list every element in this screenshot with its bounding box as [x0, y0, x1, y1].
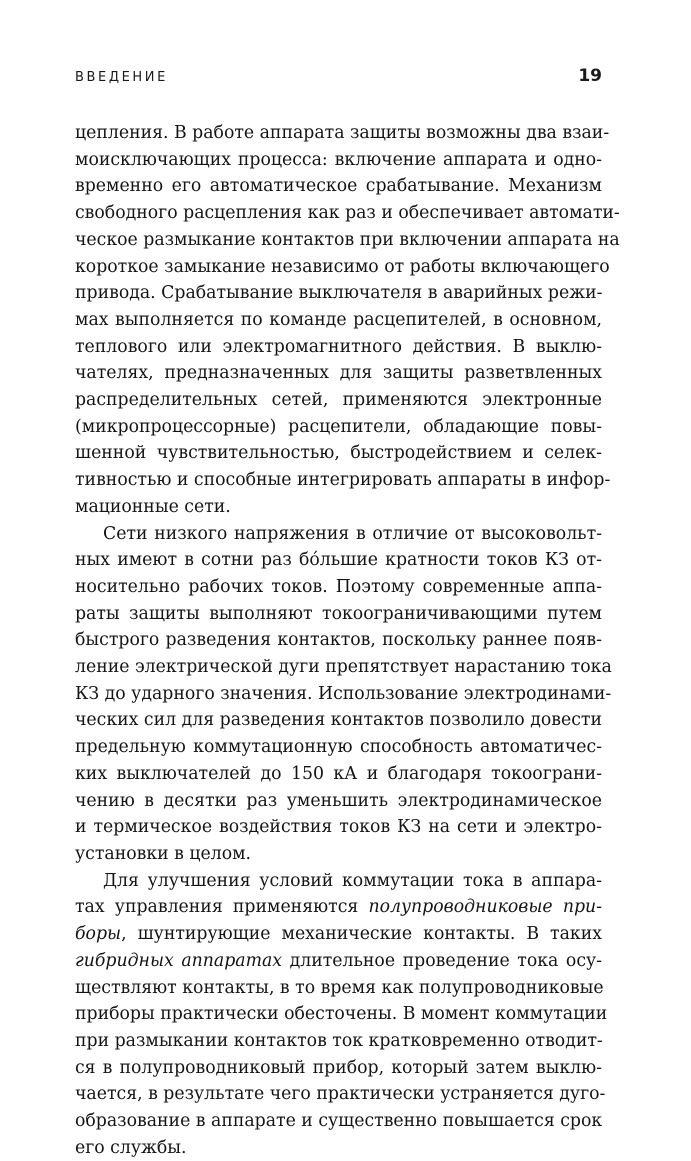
text-line [75, 948, 602, 975]
text-line: шенной чувствительностью, быстродействием и селек- [75, 443, 602, 464]
paragraph-2 [75, 521, 612, 868]
text-line: ся в полупроводниковый прибор, который затем выклю- [75, 1057, 602, 1078]
text-run: тах управления применяются [75, 897, 369, 918]
text-line: свободного расцепления как раз и обеспечивает автомати- [75, 203, 620, 224]
text-line: раты защиты выполняют токоограничивающими путем [75, 603, 602, 624]
text-line: ных имеют в сотни раз бо́льшие кратности токов КЗ от- [75, 550, 602, 571]
paragraph-1 [75, 120, 620, 521]
text-line: Сети низкого напряжения в отличие от высоковольт- [103, 523, 602, 544]
text-line: носительно рабочих токов. Поэтому современные аппа- [75, 576, 602, 597]
paragraph-3 [75, 868, 608, 1161]
text-line: мационные сети. [75, 496, 231, 517]
text-line: ческое размыкание контактов при включении аппарата на [75, 229, 620, 250]
text-line: чается, в результате чего практически устраняется дуго- [75, 1084, 606, 1105]
text-line: ких выключателей до 150 кА и благодаря токоограни- [75, 763, 602, 784]
text-line: теплового или электромагнитного действия. В выклю- [75, 336, 602, 357]
text-line [75, 921, 602, 948]
text-line: установки в целом. [75, 843, 252, 864]
section-title: ВВЕДЕНИЕ [75, 70, 168, 85]
text-line: распределительных сетей, применяются электронные [75, 390, 602, 411]
text-line: чателях, предназначенных для защиты разветвленных [75, 363, 602, 384]
running-header [75, 66, 602, 90]
text-line: Для улучшения условий коммутации тока в аппара- [103, 870, 602, 891]
text-line: приборы практически обесточены. В момент коммутации [75, 1004, 608, 1025]
italic-term: боры [75, 924, 122, 945]
body-text [75, 120, 620, 1161]
italic-term: гибридных аппаратах [75, 950, 283, 971]
text-line: быстрого разведения контактов, поскольку раннее появ- [75, 630, 602, 651]
text-line: временно его автоматическое срабатывание. Механизм [75, 176, 602, 197]
text-line: тивностью и способные интегрировать аппараты в инфор- [75, 470, 611, 491]
text-line [75, 894, 602, 921]
text-line: короткое замыкание независимо от работы включающего [75, 256, 610, 277]
text-line: КЗ до ударного значения. Использование электродинами- [75, 683, 612, 704]
text-line: ществляют контакты, в то время как полупроводниковые [75, 977, 604, 998]
text-line: чению в десятки раз уменьшить электродинамическое [75, 790, 602, 811]
text-line: ческих сил для разведения контактов позволило довести [75, 710, 602, 731]
text-line: его службы. [75, 1137, 187, 1158]
italic-term: полупроводниковые при- [368, 897, 603, 918]
text-line: при размыкании контактов ток кратковременно отводит- [75, 1030, 603, 1051]
text-line: привода. Срабатывание выключателя в аварийных режи- [75, 283, 603, 304]
text-run: , шунтирующие механические контакты. В таких [121, 924, 602, 945]
text-line: (микропроцессорные) расцепители, обладающие повы- [75, 416, 602, 437]
text-line: цепления. В работе аппарата защиты возможны два взаи- [75, 123, 610, 143]
text-line: ление электрической дуги препятствует нарастанию тока [75, 657, 612, 678]
text-line: моисключающих процесса: включение аппарата и одно- [75, 149, 602, 170]
page-number: 19 [578, 66, 602, 86]
text-run: длительное проведение тока осу- [282, 950, 603, 971]
text-line: и термическое воздействия токов КЗ на сети и электро- [75, 817, 602, 838]
text-line: образование в аппарате и существенно повышается срок [75, 1111, 603, 1132]
text-line: предельную коммутационную способность автоматичес- [75, 737, 602, 758]
text-line: мах выполняется по команде расцепителей, в основном, [75, 309, 602, 330]
